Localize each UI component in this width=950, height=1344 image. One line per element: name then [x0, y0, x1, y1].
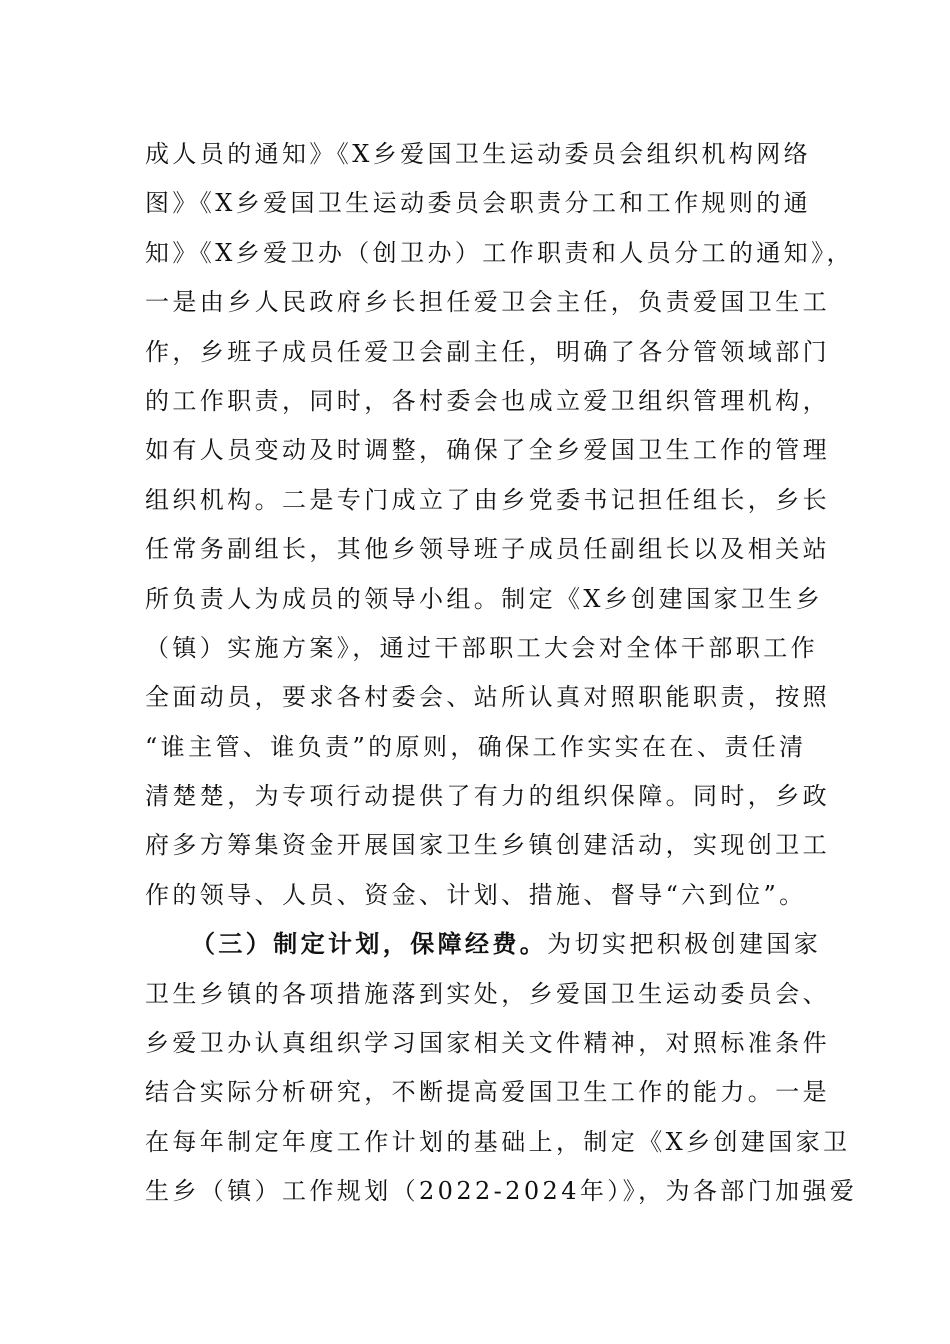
text-line: 成人员的通知》《X乡爱国卫生运动委员会组织机构网络 [145, 140, 812, 168]
text-line: 的工作职责，同时，各村委会也成立爱卫组织管理机构， [145, 386, 830, 415]
text-line: 知》《X乡爱卫办（创卫办）工作职责和人员分工的通知》， [145, 238, 854, 267]
text-line: 作，乡班子成员任爱卫会副主任，明确了各分管领域部门 [145, 337, 830, 366]
section-first-line [145, 920, 822, 969]
text-line: 所负责人为成员的领导小组。制定《X乡创建国家卫生乡 [145, 584, 824, 613]
text-line: 结合实际分析研究，不断提高爱国卫生工作的能力。一是 [145, 1078, 830, 1107]
text-line: 府多方筹集资金开展国家卫生乡镇创建活动，实现创卫工 [145, 831, 830, 860]
text-line: 全面动员，要求各村委会、站所认真对照职能职责，按照 [145, 683, 830, 712]
text-line: 图》《X乡爱国卫生运动委员会职责分工和工作规则的通 [145, 189, 812, 218]
text-line: 如有人员变动及时调整，确保了全乡爱国卫生工作的管理 [145, 436, 830, 465]
document-body [145, 130, 858, 1217]
text-line: 生乡（镇）工作规划（2022-2024年）》，为各部门加强爱 [145, 1177, 858, 1206]
text-line: “谁主管、谁负责”的原则，确保工作实实在在、责任清 [145, 732, 807, 761]
text-line: 组织机构。二是专门成立了由乡党委书记担任组长，乡长 [145, 485, 830, 514]
text-line: 乡爱卫办认真组织学习国家相关文件精神，对照标准条件 [145, 1029, 830, 1058]
section-heading: （三）制定计划，保障经费。 [191, 930, 548, 959]
text-line: 在每年制定年度工作计划的基础上，制定《X乡创建国家卫 [145, 1127, 851, 1156]
text-line: 卫生乡镇的各项措施落到实处，乡爱国卫生运动委员会、 [145, 979, 830, 1008]
section-first-line-text: 为切实把积极创建国家 [547, 930, 822, 959]
text-line: 一是由乡人民政府乡长担任爱卫会主任，负责爱国卫生工 [145, 288, 830, 317]
text-line: 作的领导、人员、资金、计划、措施、督导“六到位”。 [145, 880, 807, 909]
text-line: 任常务副组长，其他乡领导班子成员任副组长以及相关站 [145, 535, 830, 564]
text-line: （镇）实施方案》，通过干部职工大会对全体干部职工作 [145, 633, 818, 662]
text-line: 清楚楚，为专项行动提供了有力的组织保障。同时，乡政 [145, 782, 830, 811]
